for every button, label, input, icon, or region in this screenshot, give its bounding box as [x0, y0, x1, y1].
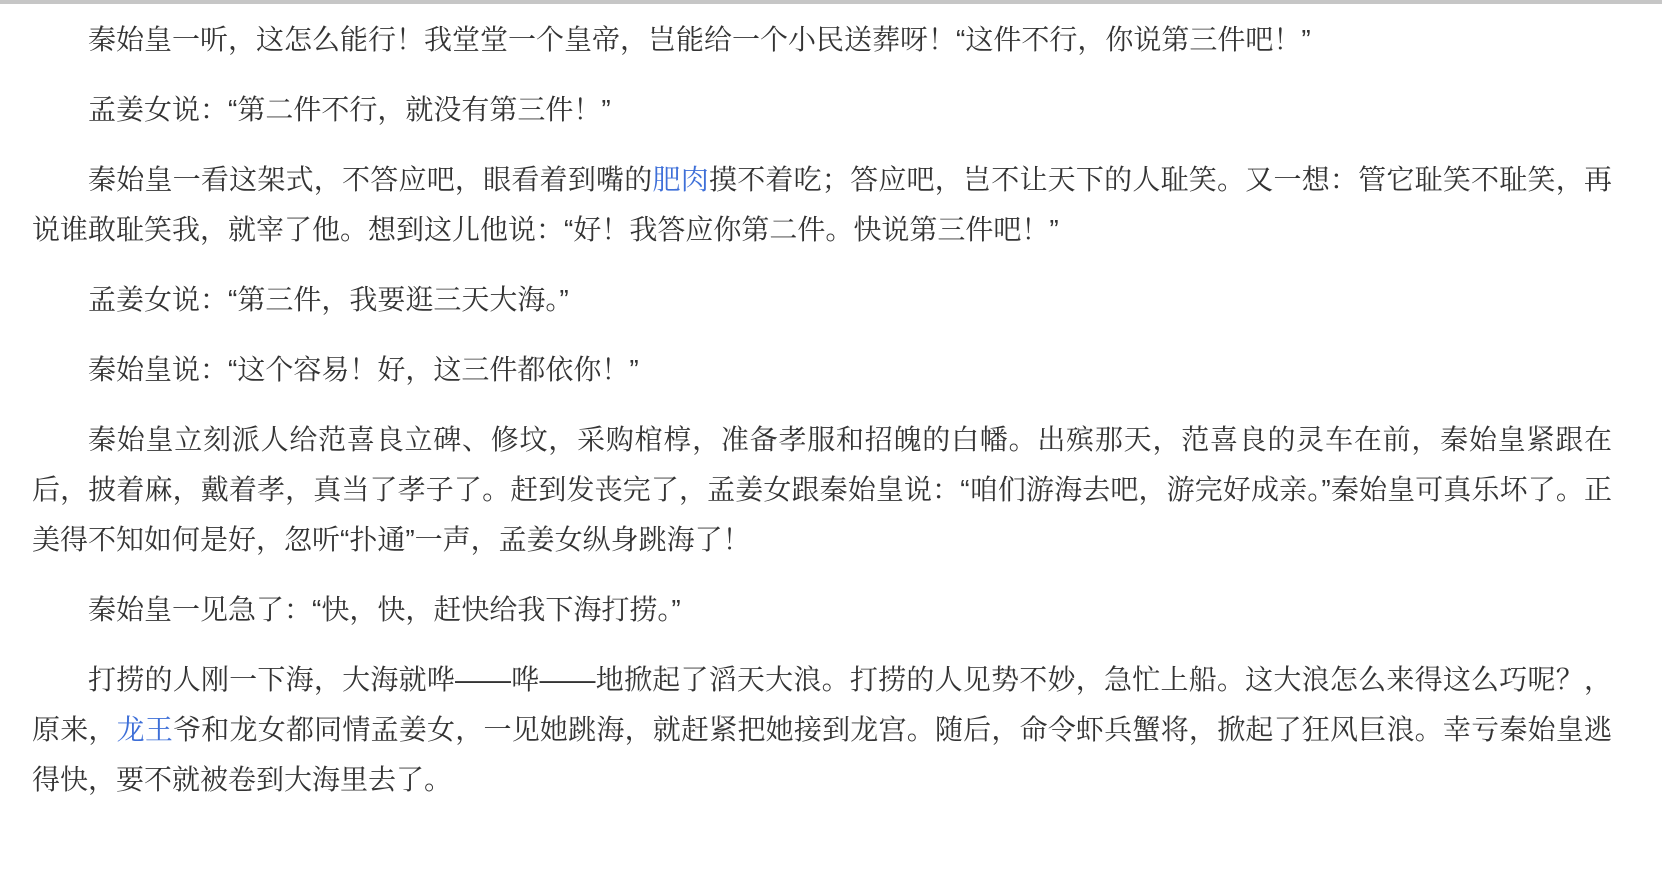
paragraph — [32, 655, 1612, 805]
text-run: 孟姜女说：“第二件不行，就没有第三件！” — [88, 94, 611, 125]
text-run: 秦始皇一看这架式，不答应吧，眼看着到嘴的 — [88, 164, 653, 195]
paragraph — [32, 415, 1612, 565]
text-run: 秦始皇说：“这个容易！好，这三件都依你！” — [88, 354, 639, 385]
paragraph — [32, 585, 1612, 635]
inline-link-feirou[interactable]: 肥肉 — [652, 164, 709, 195]
paragraph — [32, 345, 1612, 395]
text-run: 秦始皇一听，这怎么能行！我堂堂一个皇帝，岂能给一个小民送葬呀！“这件不行，你说第三件吧！” — [88, 24, 1311, 55]
text-run: 摸不着吃；答应吧，岂不让天下的人耻笑。又一想：管它耻笑不耻笑，再说谁敢耻笑我，就宰了他。想到这儿他说：“好！我答应你第二件。快说第三件吧！” — [32, 164, 1612, 245]
text-run: 秦始皇一见急了：“快，快，赶快给我下海打捞。” — [88, 594, 681, 625]
text-run: 爷和龙女都同情孟姜女，一见她跳海，就赶紧把她接到龙宫。随后，命令虾兵蟹将，掀起了狂风巨浪。幸亏秦始皇逃得快，要不就被卷到大海里去了。 — [32, 714, 1612, 795]
paragraph — [32, 85, 1612, 135]
paragraph — [32, 275, 1612, 325]
top-divider — [0, 0, 1662, 4]
paragraph — [32, 15, 1612, 65]
text-run: 秦始皇立刻派人给范喜良立碑、修坟，采购棺椁，准备孝服和招魄的白幡。出殡那天，范喜良的灵车在前，秦始皇紧跟在后，披着麻，戴着孝，真当了孝子了。赶到发丧完了，孟姜女跟秦始皇说：“咱们游海去吧，游完好成亲。”秦始皇可真乐坏了。正美得不知如何是好，忽听“扑通”一声，孟姜女纵身跳海了！ — [32, 424, 1612, 555]
text-run: 孟姜女说：“第三件，我要逛三天大海。” — [88, 284, 569, 315]
paragraph — [32, 155, 1612, 255]
text-run: 打捞的人刚一下海，大海就哗——哗——地掀起了滔天大浪。打捞的人见势不妙，急忙上船。这大浪怎么来得这么巧呢？，原来， — [32, 664, 1612, 745]
inline-link-longwang[interactable]: 龙王 — [116, 714, 174, 745]
